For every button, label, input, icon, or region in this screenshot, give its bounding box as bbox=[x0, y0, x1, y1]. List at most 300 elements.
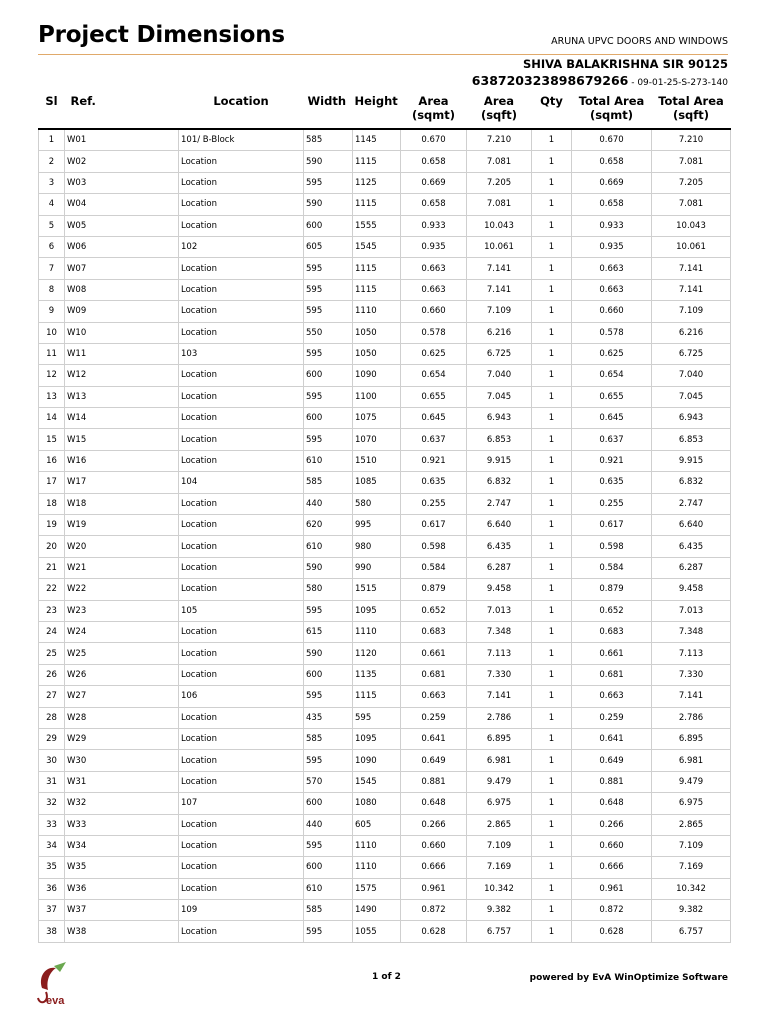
cell-width: 595 bbox=[304, 429, 353, 450]
cell-width: 590 bbox=[304, 643, 353, 664]
cell-total-sqmt: 0.881 bbox=[572, 771, 652, 792]
table-row bbox=[39, 857, 731, 878]
cell-qty: 1 bbox=[532, 172, 572, 193]
cell-ref: W11 bbox=[65, 343, 179, 364]
cell-height: 1110 bbox=[353, 301, 401, 322]
cell-area-sqft: 10.342 bbox=[467, 878, 532, 899]
cell-ref: W24 bbox=[65, 621, 179, 642]
project-code: - 09-01-25-S-273-140 bbox=[628, 78, 728, 88]
cell-area-sqmt: 0.658 bbox=[401, 194, 467, 215]
cell-height: 1050 bbox=[353, 322, 401, 343]
cell-ref: W06 bbox=[65, 236, 179, 257]
cell-location: Location bbox=[179, 728, 304, 749]
cell-area-sqmt: 0.259 bbox=[401, 707, 467, 728]
cell-qty: 1 bbox=[532, 365, 572, 386]
cell-width: 585 bbox=[304, 472, 353, 493]
cell-total-sqmt: 0.255 bbox=[572, 493, 652, 514]
cell-width: 550 bbox=[304, 322, 353, 343]
cell-area-sqft: 7.330 bbox=[467, 664, 532, 685]
cell-total-sqmt: 0.617 bbox=[572, 515, 652, 536]
cell-height: 980 bbox=[353, 536, 401, 557]
cell-area-sqft: 7.013 bbox=[467, 600, 532, 621]
page-number: 1 of 2 bbox=[372, 972, 401, 982]
cell-sl: 37 bbox=[39, 900, 65, 921]
cell-total-sqft: 6.435 bbox=[652, 536, 731, 557]
cell-total-sqft: 7.013 bbox=[652, 600, 731, 621]
table-row bbox=[39, 129, 731, 151]
cell-total-sqmt: 0.655 bbox=[572, 386, 652, 407]
cell-total-sqmt: 0.663 bbox=[572, 258, 652, 279]
cell-ref: W26 bbox=[65, 664, 179, 685]
table-row bbox=[39, 536, 731, 557]
cell-ref: W09 bbox=[65, 301, 179, 322]
cell-area-sqmt: 0.635 bbox=[401, 472, 467, 493]
cell-total-sqft: 9.458 bbox=[652, 579, 731, 600]
table-row bbox=[39, 215, 731, 236]
cell-location: Location bbox=[179, 172, 304, 193]
table-row bbox=[39, 771, 731, 792]
cell-total-sqmt: 0.658 bbox=[572, 151, 652, 172]
cell-location: Location bbox=[179, 857, 304, 878]
table-row bbox=[39, 322, 731, 343]
cell-height: 1120 bbox=[353, 643, 401, 664]
cell-area-sqmt: 0.660 bbox=[401, 301, 467, 322]
cell-area-sqft: 6.757 bbox=[467, 921, 532, 942]
cell-height: 1515 bbox=[353, 579, 401, 600]
company-name: ARUNA UPVC DOORS AND WINDOWS bbox=[551, 36, 728, 47]
cell-area-sqmt: 0.628 bbox=[401, 921, 467, 942]
cell-area-sqft: 2.747 bbox=[467, 493, 532, 514]
cell-total-sqmt: 0.683 bbox=[572, 621, 652, 642]
cell-total-sqft: 6.832 bbox=[652, 472, 731, 493]
cell-height: 1095 bbox=[353, 600, 401, 621]
cell-area-sqft: 6.832 bbox=[467, 472, 532, 493]
cell-sl: 30 bbox=[39, 750, 65, 771]
cell-ref: W14 bbox=[65, 408, 179, 429]
cell-total-sqft: 7.109 bbox=[652, 835, 731, 856]
table-row bbox=[39, 643, 731, 664]
cell-width: 440 bbox=[304, 814, 353, 835]
cell-total-sqft: 6.981 bbox=[652, 750, 731, 771]
cell-area-sqft: 7.348 bbox=[467, 621, 532, 642]
cell-total-sqmt: 0.879 bbox=[572, 579, 652, 600]
cell-total-sqmt: 0.872 bbox=[572, 900, 652, 921]
column-header-total-sqmt: Total Area (sqmt) bbox=[572, 94, 652, 129]
cell-total-sqmt: 0.670 bbox=[572, 129, 652, 151]
cell-ref: W04 bbox=[65, 194, 179, 215]
cell-location: Location bbox=[179, 835, 304, 856]
cell-location: Location bbox=[179, 771, 304, 792]
cell-location: Location bbox=[179, 365, 304, 386]
cell-total-sqft: 9.915 bbox=[652, 450, 731, 471]
cell-location: Location bbox=[179, 258, 304, 279]
cell-qty: 1 bbox=[532, 707, 572, 728]
cell-total-sqmt: 0.578 bbox=[572, 322, 652, 343]
cell-area-sqft: 7.040 bbox=[467, 365, 532, 386]
cell-sl: 17 bbox=[39, 472, 65, 493]
cell-ref: W23 bbox=[65, 600, 179, 621]
cell-ref: W32 bbox=[65, 793, 179, 814]
cell-area-sqft: 6.287 bbox=[467, 557, 532, 578]
cell-sl: 35 bbox=[39, 857, 65, 878]
cell-total-sqft: 7.169 bbox=[652, 857, 731, 878]
cell-location: 107 bbox=[179, 793, 304, 814]
cell-area-sqmt: 0.645 bbox=[401, 408, 467, 429]
cell-width: 600 bbox=[304, 664, 353, 685]
cell-total-sqft: 9.479 bbox=[652, 771, 731, 792]
cell-ref: W16 bbox=[65, 450, 179, 471]
cell-width: 605 bbox=[304, 236, 353, 257]
cell-ref: W20 bbox=[65, 536, 179, 557]
cell-total-sqmt: 0.921 bbox=[572, 450, 652, 471]
cell-sl: 29 bbox=[39, 728, 65, 749]
cell-height: 1490 bbox=[353, 900, 401, 921]
table-header-row bbox=[39, 94, 731, 129]
cell-location: 105 bbox=[179, 600, 304, 621]
cell-height: 1090 bbox=[353, 750, 401, 771]
cell-width: 600 bbox=[304, 857, 353, 878]
cell-qty: 1 bbox=[532, 386, 572, 407]
cell-location: Location bbox=[179, 579, 304, 600]
cell-ref: W37 bbox=[65, 900, 179, 921]
cell-ref: W13 bbox=[65, 386, 179, 407]
cell-area-sqmt: 0.649 bbox=[401, 750, 467, 771]
table-row bbox=[39, 429, 731, 450]
cell-total-sqft: 7.141 bbox=[652, 279, 731, 300]
cell-qty: 1 bbox=[532, 429, 572, 450]
page-title: Project Dimensions bbox=[38, 22, 285, 48]
cell-area-sqft: 6.640 bbox=[467, 515, 532, 536]
cell-area-sqmt: 0.578 bbox=[401, 322, 467, 343]
cell-location: Location bbox=[179, 386, 304, 407]
cell-location: Location bbox=[179, 750, 304, 771]
cell-area-sqmt: 0.641 bbox=[401, 728, 467, 749]
cell-ref: W08 bbox=[65, 279, 179, 300]
cell-height: 1510 bbox=[353, 450, 401, 471]
cell-total-sqmt: 0.661 bbox=[572, 643, 652, 664]
cell-location: Location bbox=[179, 515, 304, 536]
cell-height: 1050 bbox=[353, 343, 401, 364]
cell-area-sqft: 7.081 bbox=[467, 151, 532, 172]
cell-sl: 3 bbox=[39, 172, 65, 193]
cell-width: 595 bbox=[304, 258, 353, 279]
cell-qty: 1 bbox=[532, 279, 572, 300]
table-row bbox=[39, 151, 731, 172]
column-header-width: Width bbox=[304, 94, 353, 129]
cell-total-sqft: 7.141 bbox=[652, 686, 731, 707]
cell-location: Location bbox=[179, 621, 304, 642]
cell-total-sqft: 7.113 bbox=[652, 643, 731, 664]
cell-total-sqft: 6.853 bbox=[652, 429, 731, 450]
cell-ref: W31 bbox=[65, 771, 179, 792]
cell-height: 1555 bbox=[353, 215, 401, 236]
cell-area-sqft: 10.043 bbox=[467, 215, 532, 236]
cell-area-sqft: 7.205 bbox=[467, 172, 532, 193]
cell-ref: W30 bbox=[65, 750, 179, 771]
cell-ref: W10 bbox=[65, 322, 179, 343]
cell-height: 1075 bbox=[353, 408, 401, 429]
table-row bbox=[39, 408, 731, 429]
cell-area-sqft: 7.141 bbox=[467, 258, 532, 279]
cell-total-sqmt: 0.654 bbox=[572, 365, 652, 386]
cell-height: 1095 bbox=[353, 728, 401, 749]
cell-area-sqmt: 0.663 bbox=[401, 279, 467, 300]
project-id bbox=[472, 73, 728, 88]
cell-area-sqft: 6.216 bbox=[467, 322, 532, 343]
cell-area-sqft: 7.169 bbox=[467, 857, 532, 878]
cell-height: 1080 bbox=[353, 793, 401, 814]
column-header-total-sqft: Total Area (sqft) bbox=[652, 94, 731, 129]
cell-location: Location bbox=[179, 557, 304, 578]
cell-area-sqmt: 0.661 bbox=[401, 643, 467, 664]
table-row bbox=[39, 493, 731, 514]
cell-location: 106 bbox=[179, 686, 304, 707]
cell-area-sqft: 7.113 bbox=[467, 643, 532, 664]
cell-width: 610 bbox=[304, 536, 353, 557]
table-row bbox=[39, 279, 731, 300]
cell-area-sqmt: 0.921 bbox=[401, 450, 467, 471]
cell-total-sqft: 7.348 bbox=[652, 621, 731, 642]
cell-width: 435 bbox=[304, 707, 353, 728]
column-header-height: Height bbox=[353, 94, 401, 129]
cell-total-sqft: 10.342 bbox=[652, 878, 731, 899]
cell-area-sqmt: 0.881 bbox=[401, 771, 467, 792]
cell-area-sqft: 9.915 bbox=[467, 450, 532, 471]
table-row bbox=[39, 301, 731, 322]
column-header-sl: Sl bbox=[39, 94, 65, 129]
table-row bbox=[39, 707, 731, 728]
cell-area-sqmt: 0.617 bbox=[401, 515, 467, 536]
cell-sl: 10 bbox=[39, 322, 65, 343]
cell-qty: 1 bbox=[532, 408, 572, 429]
cell-qty: 1 bbox=[532, 878, 572, 899]
cell-area-sqmt: 0.266 bbox=[401, 814, 467, 835]
client-name: SHIVA BALAKRISHNA SIR 90125 bbox=[522, 57, 728, 71]
cell-total-sqmt: 0.641 bbox=[572, 728, 652, 749]
cell-qty: 1 bbox=[532, 579, 572, 600]
cell-total-sqmt: 0.660 bbox=[572, 835, 652, 856]
powered-by: powered by EvA WinOptimize Software bbox=[529, 973, 728, 983]
cell-area-sqft: 7.141 bbox=[467, 279, 532, 300]
cell-area-sqft: 6.725 bbox=[467, 343, 532, 364]
cell-location: 103 bbox=[179, 343, 304, 364]
cell-height: 1110 bbox=[353, 621, 401, 642]
cell-height: 1055 bbox=[353, 921, 401, 942]
cell-height: 1115 bbox=[353, 279, 401, 300]
cell-sl: 24 bbox=[39, 621, 65, 642]
cell-height: 1115 bbox=[353, 151, 401, 172]
cell-ref: W21 bbox=[65, 557, 179, 578]
cell-qty: 1 bbox=[532, 536, 572, 557]
cell-location: Location bbox=[179, 450, 304, 471]
cell-area-sqmt: 0.654 bbox=[401, 365, 467, 386]
cell-ref: W36 bbox=[65, 878, 179, 899]
cell-total-sqft: 7.109 bbox=[652, 301, 731, 322]
cell-total-sqft: 2.786 bbox=[652, 707, 731, 728]
cell-width: 610 bbox=[304, 450, 353, 471]
table-row bbox=[39, 728, 731, 749]
cell-height: 1125 bbox=[353, 172, 401, 193]
cell-ref: W28 bbox=[65, 707, 179, 728]
cell-ref: W17 bbox=[65, 472, 179, 493]
cell-location: Location bbox=[179, 194, 304, 215]
cell-total-sqmt: 0.681 bbox=[572, 664, 652, 685]
cell-area-sqft: 9.479 bbox=[467, 771, 532, 792]
cell-sl: 4 bbox=[39, 194, 65, 215]
cell-total-sqmt: 0.648 bbox=[572, 793, 652, 814]
cell-area-sqft: 6.895 bbox=[467, 728, 532, 749]
cell-width: 595 bbox=[304, 750, 353, 771]
cell-total-sqft: 10.061 bbox=[652, 236, 731, 257]
cell-height: 1100 bbox=[353, 386, 401, 407]
cell-total-sqft: 6.757 bbox=[652, 921, 731, 942]
cell-width: 595 bbox=[304, 686, 353, 707]
cell-total-sqft: 6.640 bbox=[652, 515, 731, 536]
cell-ref: W02 bbox=[65, 151, 179, 172]
cell-area-sqmt: 0.879 bbox=[401, 579, 467, 600]
cell-area-sqmt: 0.658 bbox=[401, 151, 467, 172]
cell-qty: 1 bbox=[532, 236, 572, 257]
cell-location: Location bbox=[179, 643, 304, 664]
project-number: 638720323898679266 bbox=[471, 73, 629, 88]
cell-sl: 11 bbox=[39, 343, 65, 364]
cell-area-sqft: 10.061 bbox=[467, 236, 532, 257]
cell-qty: 1 bbox=[532, 343, 572, 364]
column-header-area-sqft: Area (sqft) bbox=[467, 94, 532, 129]
cell-ref: W27 bbox=[65, 686, 179, 707]
cell-sl: 9 bbox=[39, 301, 65, 322]
table-row bbox=[39, 472, 731, 493]
cell-qty: 1 bbox=[532, 750, 572, 771]
cell-width: 585 bbox=[304, 129, 353, 151]
cell-width: 600 bbox=[304, 215, 353, 236]
cell-area-sqmt: 0.663 bbox=[401, 686, 467, 707]
cell-height: 1115 bbox=[353, 686, 401, 707]
cell-location: 101/ B-Block bbox=[179, 129, 304, 151]
cell-area-sqmt: 0.652 bbox=[401, 600, 467, 621]
cell-location: 109 bbox=[179, 900, 304, 921]
cell-width: 595 bbox=[304, 172, 353, 193]
table-row bbox=[39, 664, 731, 685]
cell-total-sqft: 9.382 bbox=[652, 900, 731, 921]
cell-area-sqmt: 0.637 bbox=[401, 429, 467, 450]
cell-qty: 1 bbox=[532, 621, 572, 642]
cell-sl: 28 bbox=[39, 707, 65, 728]
cell-area-sqmt: 0.935 bbox=[401, 236, 467, 257]
cell-area-sqmt: 0.648 bbox=[401, 793, 467, 814]
cell-total-sqmt: 0.628 bbox=[572, 921, 652, 942]
cell-area-sqft: 6.975 bbox=[467, 793, 532, 814]
cell-sl: 20 bbox=[39, 536, 65, 557]
cell-total-sqmt: 0.652 bbox=[572, 600, 652, 621]
cell-sl: 13 bbox=[39, 386, 65, 407]
table-row bbox=[39, 600, 731, 621]
cell-width: 590 bbox=[304, 557, 353, 578]
cell-area-sqft: 6.981 bbox=[467, 750, 532, 771]
cell-area-sqft: 7.045 bbox=[467, 386, 532, 407]
cell-total-sqft: 7.045 bbox=[652, 386, 731, 407]
cell-area-sqmt: 0.660 bbox=[401, 835, 467, 856]
cell-total-sqmt: 0.666 bbox=[572, 857, 652, 878]
cell-width: 585 bbox=[304, 900, 353, 921]
table-row bbox=[39, 172, 731, 193]
column-header-location: Location bbox=[179, 94, 304, 129]
logo-text: eva bbox=[46, 995, 65, 1007]
cell-area-sqmt: 0.666 bbox=[401, 857, 467, 878]
cell-area-sqft: 7.210 bbox=[467, 129, 532, 151]
cell-sl: 22 bbox=[39, 579, 65, 600]
cell-sl: 33 bbox=[39, 814, 65, 835]
cell-area-sqft: 6.943 bbox=[467, 408, 532, 429]
table-row bbox=[39, 921, 731, 942]
cell-qty: 1 bbox=[532, 215, 572, 236]
cell-ref: W33 bbox=[65, 814, 179, 835]
cell-height: 995 bbox=[353, 515, 401, 536]
cell-qty: 1 bbox=[532, 450, 572, 471]
cell-total-sqft: 7.210 bbox=[652, 129, 731, 151]
cell-total-sqmt: 0.645 bbox=[572, 408, 652, 429]
cell-total-sqft: 7.205 bbox=[652, 172, 731, 193]
table-row bbox=[39, 386, 731, 407]
cell-area-sqft: 7.109 bbox=[467, 301, 532, 322]
cell-width: 590 bbox=[304, 151, 353, 172]
cell-area-sqft: 2.865 bbox=[467, 814, 532, 835]
cell-width: 580 bbox=[304, 579, 353, 600]
cell-width: 595 bbox=[304, 921, 353, 942]
cell-sl: 38 bbox=[39, 921, 65, 942]
cell-height: 605 bbox=[353, 814, 401, 835]
cell-width: 595 bbox=[304, 600, 353, 621]
cell-qty: 1 bbox=[532, 643, 572, 664]
cell-location: Location bbox=[179, 408, 304, 429]
cell-qty: 1 bbox=[532, 900, 572, 921]
cell-total-sqmt: 0.663 bbox=[572, 279, 652, 300]
cell-height: 1145 bbox=[353, 129, 401, 151]
cell-area-sqft: 9.382 bbox=[467, 900, 532, 921]
cell-sl: 1 bbox=[39, 129, 65, 151]
cell-area-sqmt: 0.669 bbox=[401, 172, 467, 193]
table-body bbox=[39, 129, 731, 942]
cell-ref: W07 bbox=[65, 258, 179, 279]
cell-qty: 1 bbox=[532, 472, 572, 493]
cell-total-sqft: 6.943 bbox=[652, 408, 731, 429]
cell-total-sqft: 10.043 bbox=[652, 215, 731, 236]
cell-height: 1545 bbox=[353, 771, 401, 792]
cell-total-sqft: 2.747 bbox=[652, 493, 731, 514]
cell-area-sqmt: 0.933 bbox=[401, 215, 467, 236]
cell-qty: 1 bbox=[532, 728, 572, 749]
cell-height: 1070 bbox=[353, 429, 401, 450]
cell-total-sqft: 7.141 bbox=[652, 258, 731, 279]
table-row bbox=[39, 878, 731, 899]
cell-area-sqft: 6.435 bbox=[467, 536, 532, 557]
cell-height: 580 bbox=[353, 493, 401, 514]
cell-total-sqmt: 0.663 bbox=[572, 686, 652, 707]
cell-height: 990 bbox=[353, 557, 401, 578]
cell-location: Location bbox=[179, 707, 304, 728]
cell-area-sqft: 7.109 bbox=[467, 835, 532, 856]
cell-height: 1115 bbox=[353, 258, 401, 279]
cell-sl: 23 bbox=[39, 600, 65, 621]
column-header-qty: Qty bbox=[532, 94, 572, 129]
cell-ref: W01 bbox=[65, 129, 179, 151]
cell-area-sqmt: 0.681 bbox=[401, 664, 467, 685]
cell-qty: 1 bbox=[532, 151, 572, 172]
cell-total-sqmt: 0.935 bbox=[572, 236, 652, 257]
cell-qty: 1 bbox=[532, 557, 572, 578]
cell-ref: W18 bbox=[65, 493, 179, 514]
table-row bbox=[39, 686, 731, 707]
